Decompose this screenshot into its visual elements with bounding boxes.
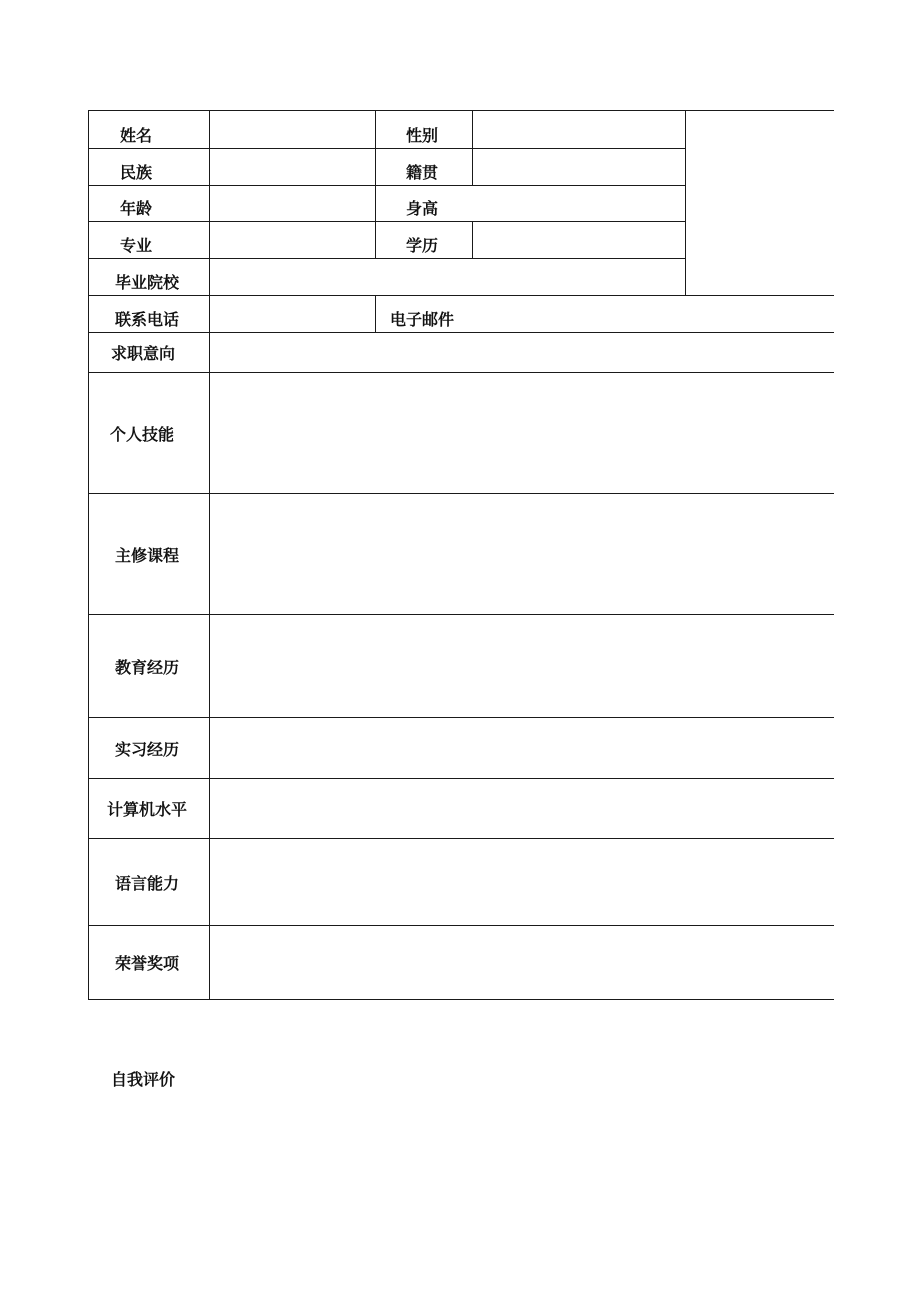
- phone-field[interactable]: [211, 297, 373, 331]
- label-phone: 联系电话: [115, 310, 180, 329]
- self-evaluation-field[interactable]: [111, 1100, 834, 1250]
- courses-field[interactable]: [211, 495, 834, 613]
- row-divider: [88, 258, 686, 259]
- row-divider: [88, 838, 834, 839]
- row-divider: [88, 221, 686, 222]
- label-email: 电子邮件: [390, 310, 455, 329]
- label-name: 姓名: [120, 126, 153, 145]
- row-divider: [88, 110, 834, 111]
- label-ethnicity: 民族: [120, 163, 153, 182]
- row-divider: [88, 925, 834, 926]
- row-divider: [88, 614, 834, 615]
- row-divider: [88, 185, 686, 186]
- column-divider: [472, 110, 473, 185]
- column-divider: [375, 110, 376, 258]
- label-education-level: 学历: [406, 236, 439, 255]
- photo-area[interactable]: [687, 112, 834, 294]
- column-divider: [375, 295, 376, 332]
- row-divider: [88, 999, 834, 1000]
- school-field[interactable]: [211, 260, 684, 294]
- label-job-intention: 求职意向: [111, 344, 176, 363]
- row-divider: [88, 295, 834, 296]
- label-internship: 实习经历: [115, 740, 180, 759]
- computer-level-field[interactable]: [211, 780, 834, 837]
- row-divider: [88, 493, 834, 494]
- gender-field[interactable]: [474, 112, 684, 147]
- job-intention-field[interactable]: [211, 334, 834, 371]
- major-field[interactable]: [211, 223, 373, 257]
- height-field[interactable]: [474, 187, 684, 220]
- row-divider: [88, 717, 834, 718]
- row-divider: [88, 332, 834, 333]
- label-language: 语言能力: [115, 874, 180, 893]
- label-school: 毕业院校: [115, 273, 180, 292]
- label-gender: 性别: [406, 126, 439, 145]
- label-skills: 个人技能: [110, 425, 175, 444]
- label-height: 身高: [406, 199, 439, 218]
- email-field[interactable]: [480, 297, 834, 331]
- label-honors: 荣誉奖项: [115, 954, 180, 973]
- education-level-field[interactable]: [474, 223, 684, 257]
- row-divider: [88, 372, 834, 373]
- self-evaluation-title: 自我评价: [111, 1070, 176, 1089]
- column-divider: [88, 110, 89, 1000]
- native-place-field[interactable]: [474, 150, 684, 184]
- column-divider: [209, 110, 210, 1000]
- honors-field[interactable]: [211, 927, 834, 998]
- row-divider: [88, 148, 686, 149]
- label-education: 教育经历: [115, 658, 180, 677]
- education-field[interactable]: [211, 616, 834, 716]
- label-major: 专业: [120, 236, 153, 255]
- column-divider: [472, 221, 473, 258]
- age-field[interactable]: [211, 187, 373, 220]
- label-computer-level: 计算机水平: [107, 800, 188, 819]
- name-field[interactable]: [211, 112, 373, 147]
- skills-field[interactable]: [211, 374, 834, 492]
- label-courses: 主修课程: [115, 546, 180, 565]
- ethnicity-field[interactable]: [211, 150, 373, 184]
- column-divider: [685, 110, 686, 295]
- row-divider: [88, 778, 834, 779]
- label-native-place: 籍贯: [406, 163, 439, 182]
- label-age: 年龄: [120, 199, 153, 218]
- internship-field[interactable]: [211, 719, 834, 777]
- language-field[interactable]: [211, 840, 834, 924]
